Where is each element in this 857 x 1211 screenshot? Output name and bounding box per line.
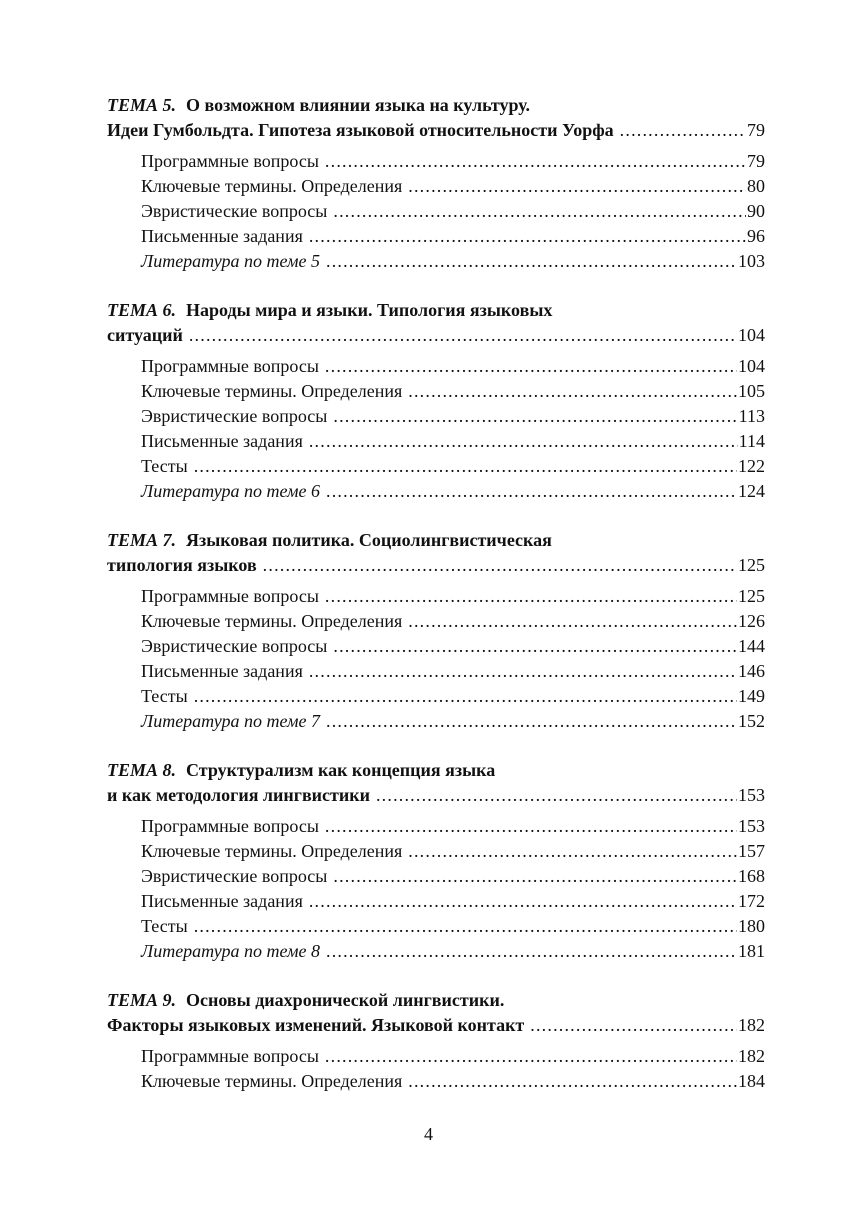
section-heading [107, 93, 765, 118]
entry-label: Письменные задания [141, 226, 303, 246]
toc-entry[interactable] [107, 379, 765, 404]
toc-section-8 [107, 758, 765, 964]
toc-entry[interactable] [107, 684, 765, 709]
page-number: 90 [747, 201, 765, 221]
toc-entry-literature[interactable] [107, 479, 765, 504]
section-title-line2: ситуаций [107, 325, 183, 345]
entry-label: Ключевые термины. Определения [141, 381, 403, 401]
toc-section-7 [107, 528, 765, 734]
entry-label: Эвристические вопросы [141, 636, 328, 656]
toc-entry[interactable] [107, 1044, 765, 1069]
toc-section-5 [107, 93, 765, 274]
dot-leader [333, 634, 737, 659]
toc-entry[interactable] [107, 839, 765, 864]
section-title-line1: Основы диахронической лингвистики. [186, 990, 505, 1010]
toc-entry[interactable] [107, 404, 765, 429]
dot-leader [620, 118, 746, 143]
page-number: 114 [738, 431, 765, 451]
dot-leader [408, 174, 746, 199]
page-number: 153 [738, 785, 765, 805]
section-title-line2: типология языков [107, 555, 257, 575]
tema-label: ТЕМА 6. [107, 300, 177, 320]
dot-leader [333, 404, 737, 429]
section-title-entry[interactable] [107, 118, 765, 143]
toc-entry[interactable] [107, 199, 765, 224]
page-number: 126 [738, 611, 765, 631]
entry-label: Эвристические вопросы [141, 406, 328, 426]
dot-leader [194, 684, 737, 709]
dot-leader [408, 379, 737, 404]
page-number: 168 [738, 866, 765, 886]
toc-entry[interactable] [107, 914, 765, 939]
entry-label: Письменные задания [141, 891, 303, 911]
dot-leader [309, 659, 737, 684]
table-of-contents [107, 93, 765, 1118]
entry-label: Эвристические вопросы [141, 866, 328, 886]
section-title-line2: Идеи Гумбольдта. Гипотеза языковой относительности Уорфа [107, 120, 614, 140]
page-number: 80 [747, 176, 765, 196]
tema-label: ТЕМА 8. [107, 760, 177, 780]
entry-label: Ключевые термины. Определения [141, 841, 403, 861]
tema-label: ТЕМА 5. [107, 95, 177, 115]
dot-leader [333, 864, 737, 889]
page-number: 105 [738, 381, 765, 401]
entry-label: Тесты [141, 456, 188, 476]
section-title-entry[interactable] [107, 323, 765, 348]
page-number: 96 [747, 226, 765, 246]
dot-leader [530, 1013, 737, 1038]
page-number: 153 [738, 816, 765, 836]
page-number: 157 [738, 841, 765, 861]
page-number: 125 [738, 586, 765, 606]
page-number: 180 [738, 916, 765, 936]
dot-leader [194, 454, 737, 479]
page-number: 146 [738, 661, 765, 681]
page-number: 184 [738, 1071, 765, 1091]
entry-label: Ключевые термины. Определения [141, 176, 403, 196]
entry-label: Тесты [141, 686, 188, 706]
toc-entry[interactable] [107, 429, 765, 454]
page-number: 125 [738, 555, 765, 575]
dot-leader [376, 783, 737, 808]
toc-section-6 [107, 298, 765, 504]
section-heading [107, 298, 765, 323]
section-title-line2: и как методология лингвистики [107, 785, 370, 805]
toc-entry[interactable] [107, 659, 765, 684]
entry-label: Программные вопросы [141, 816, 319, 836]
toc-entry[interactable] [107, 149, 765, 174]
dot-leader [325, 1044, 737, 1069]
section-heading [107, 988, 765, 1013]
page-number: 104 [738, 356, 765, 376]
section-title-entry[interactable] [107, 1013, 765, 1038]
entry-label: Литература по теме 5 [141, 251, 320, 271]
toc-section-9 [107, 988, 765, 1094]
tema-label: ТЕМА 9. [107, 990, 177, 1010]
dot-leader [408, 839, 737, 864]
toc-entry[interactable] [107, 814, 765, 839]
entry-label: Программные вопросы [141, 356, 319, 376]
dot-leader [189, 323, 737, 348]
page-number: 152 [738, 711, 765, 731]
toc-entry[interactable] [107, 174, 765, 199]
toc-entry[interactable] [107, 354, 765, 379]
toc-entry[interactable] [107, 609, 765, 634]
page-number: 149 [738, 686, 765, 706]
section-heading [107, 758, 765, 783]
page-number: 124 [738, 481, 765, 501]
dot-leader [263, 553, 737, 578]
page-footer [0, 1124, 857, 1145]
page-number: 104 [738, 325, 765, 345]
page-number: 182 [738, 1046, 765, 1066]
dot-leader [194, 914, 737, 939]
dot-leader [325, 814, 737, 839]
page-number: 182 [738, 1015, 765, 1035]
entry-label: Программные вопросы [141, 151, 319, 171]
toc-entry-literature[interactable] [107, 939, 765, 964]
page-number: 113 [738, 406, 765, 426]
page-number: 144 [738, 636, 765, 656]
section-title-line1: Языковая политика. Социолингвистическая [186, 530, 552, 550]
toc-entry-literature[interactable] [107, 709, 765, 734]
dot-leader [326, 709, 737, 734]
entry-label: Ключевые термины. Определения [141, 611, 403, 631]
entry-label: Программные вопросы [141, 586, 319, 606]
toc-entry[interactable] [107, 224, 765, 249]
entry-label: Программные вопросы [141, 1046, 319, 1066]
entry-label: Тесты [141, 916, 188, 936]
page-number: 103 [738, 251, 765, 271]
dot-leader [333, 199, 746, 224]
dot-leader [309, 224, 746, 249]
section-title-line2: Факторы языковых изменений. Языковой контакт [107, 1015, 525, 1035]
entry-label: Литература по теме 6 [141, 481, 320, 501]
section-heading [107, 528, 765, 553]
footer-page-number: 4 [424, 1124, 433, 1144]
entry-label: Литература по теме 7 [141, 711, 320, 731]
entry-label: Ключевые термины. Определения [141, 1071, 403, 1091]
page-number: 181 [738, 941, 765, 961]
dot-leader [408, 609, 737, 634]
dot-leader [325, 354, 737, 379]
dot-leader [326, 479, 737, 504]
section-title-line1: О возможном влиянии языка на культуру. [186, 95, 530, 115]
toc-entry[interactable] [107, 584, 765, 609]
dot-leader [325, 149, 746, 174]
dot-leader [309, 889, 737, 914]
toc-entry[interactable] [107, 864, 765, 889]
dot-leader [408, 1069, 737, 1094]
dot-leader [326, 249, 737, 274]
page-number: 172 [738, 891, 765, 911]
toc-entry-literature[interactable] [107, 249, 765, 274]
section-title-line1: Народы мира и языки. Типология языковых [186, 300, 553, 320]
dot-leader [326, 939, 737, 964]
section-title-line1: Структурализм как концепция языка [186, 760, 496, 780]
page-number: 79 [747, 151, 765, 171]
toc-entry[interactable] [107, 1069, 765, 1094]
page-number: 122 [738, 456, 765, 476]
toc-entry[interactable] [107, 454, 765, 479]
tema-label: ТЕМА 7. [107, 530, 177, 550]
entry-label: Письменные задания [141, 661, 303, 681]
section-title-entry[interactable] [107, 553, 765, 578]
section-title-entry[interactable] [107, 783, 765, 808]
page-number: 79 [747, 120, 765, 140]
entry-label: Эвристические вопросы [141, 201, 328, 221]
entry-label: Литература по теме 8 [141, 941, 320, 961]
entry-label: Письменные задания [141, 431, 303, 451]
dot-leader [309, 429, 738, 454]
dot-leader [325, 584, 737, 609]
toc-entry[interactable] [107, 634, 765, 659]
toc-entry[interactable] [107, 889, 765, 914]
